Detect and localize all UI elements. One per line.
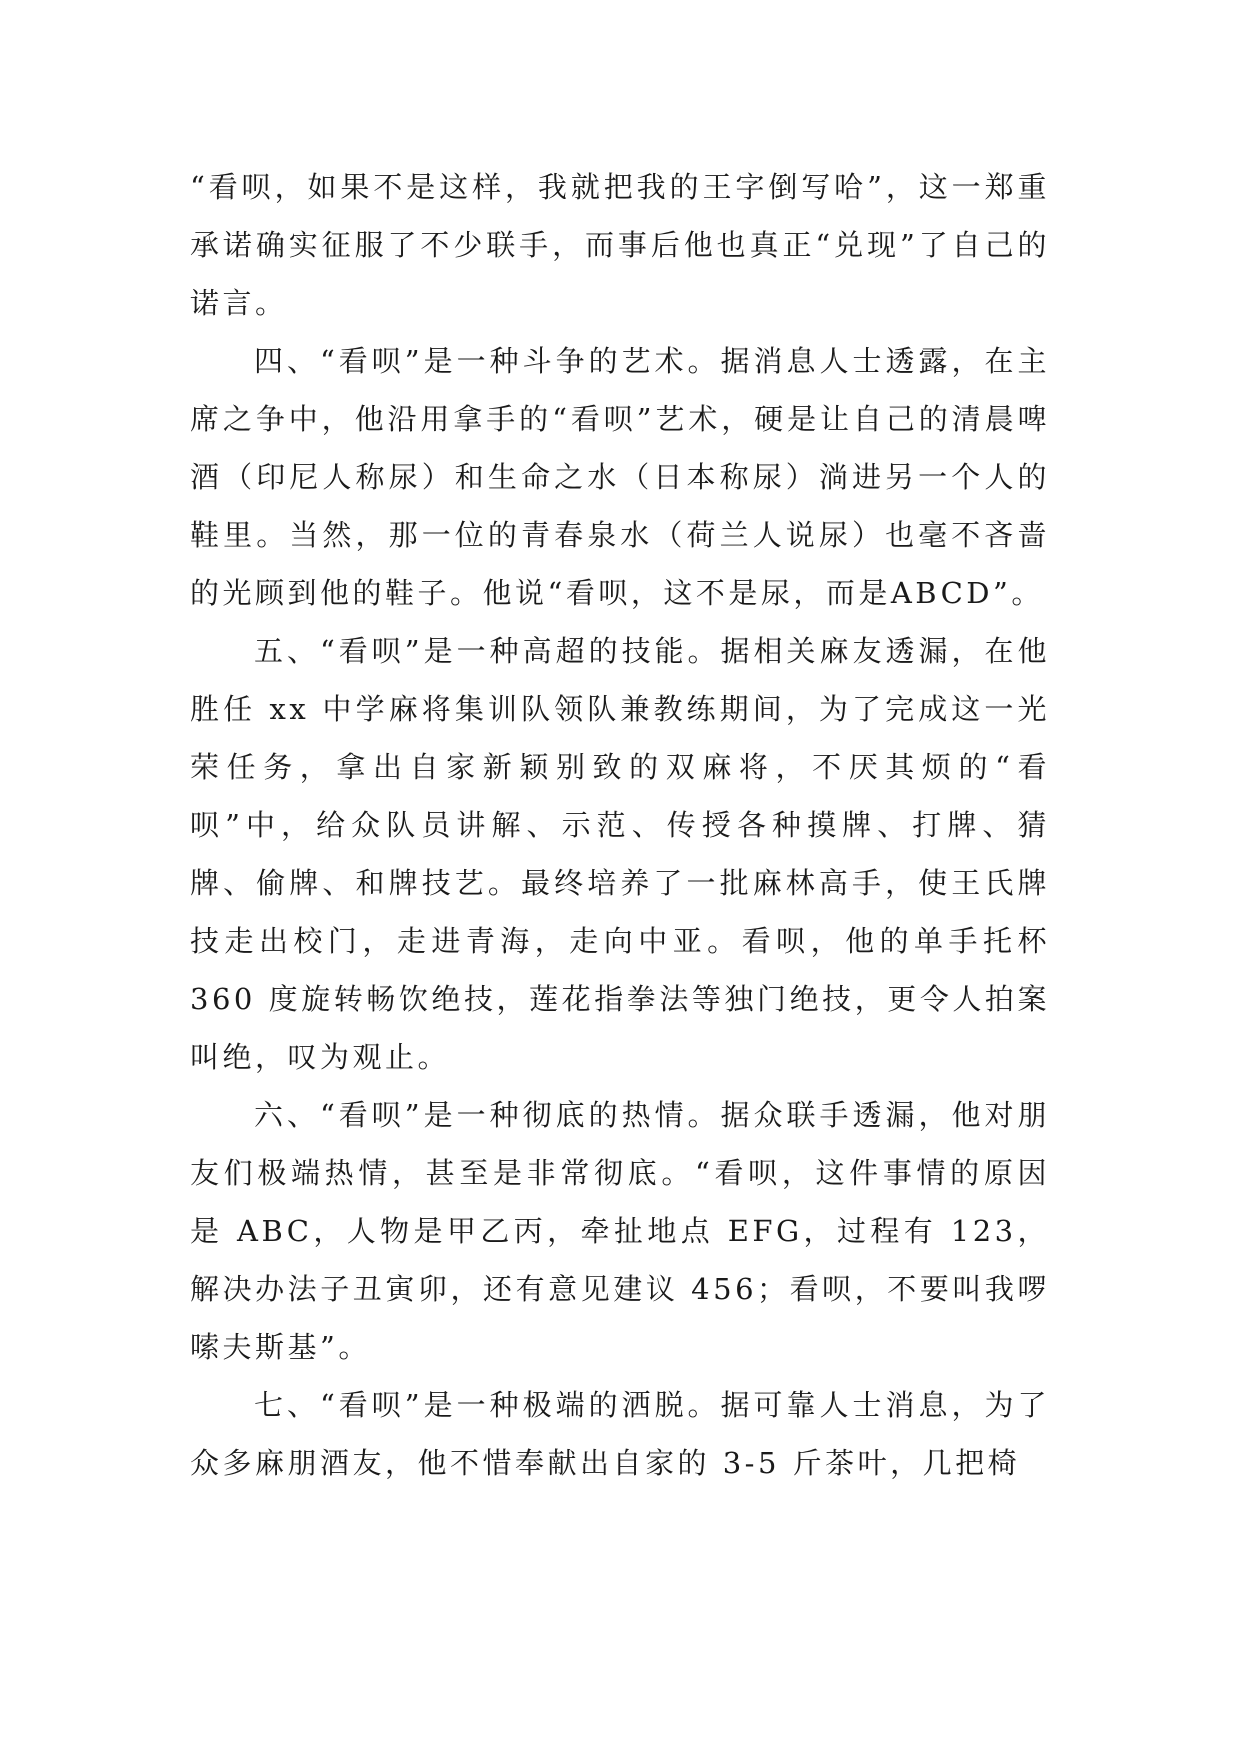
paragraph-continuation: “看呗，如果不是这样，我就把我的王字倒写哈”，这一郑重承诺确实征服了不少联手，而事后他也真正“兑现”了自己的诺言。 [190,170,1050,320]
paragraph-section-five: 五、“看呗”是一种高超的技能。据相关麻友透漏，在他胜任 xx 中学麻将集训队领队兼教练期间，为了完成这一光荣任务，拿出自家新颖别致的双麻将，不厌其烦的“看呗”中，给众队员讲解、示范、传授各种摸牌、打牌、猜牌、偷牌、和牌技艺。最终培养了一批麻林高手，使王氏牌技走出校门，走进青海，走向中亚。看呗，他的单手托杯 360 度旋转畅饮绝技，莲花指拳法等独门绝技，更令人拍案叫绝，叹为观止。 [190,634,1050,1074]
document-body [190,158,1050,1492]
paragraph-section-six: 六、“看呗”是一种彻底的热情。据众联手透漏，他对朋友们极端热情，甚至是非常彻底。“看呗，这件事情的原因是 ABC，人物是甲乙丙，牵扯地点 EFG，过程有 123，解决办法子丑寅卯，还有意见建议 456；看呗，不要叫我啰嗦夫斯基”。 [190,1098,1050,1364]
paragraph-section-four: 四、“看呗”是一种斗争的艺术。据消息人士透露，在主席之争中，他沿用拿手的“看呗”艺术，硬是让自己的清晨啤酒（印尼人称尿）和生命之水（日本称尿）淌进另一个人的鞋里。当然，那一位的青春泉水（荷兰人说尿）也毫不吝啬的光顾到他的鞋子。他说“看呗，这不是尿，而是ABCD”。 [190,344,1050,610]
paragraph-section-seven: 七、“看呗”是一种极端的洒脱。据可靠人士消息，为了众多麻朋酒友，他不惜奉献出自家的 3-5 斤茶叶，几把椅 [190,1388,1050,1480]
